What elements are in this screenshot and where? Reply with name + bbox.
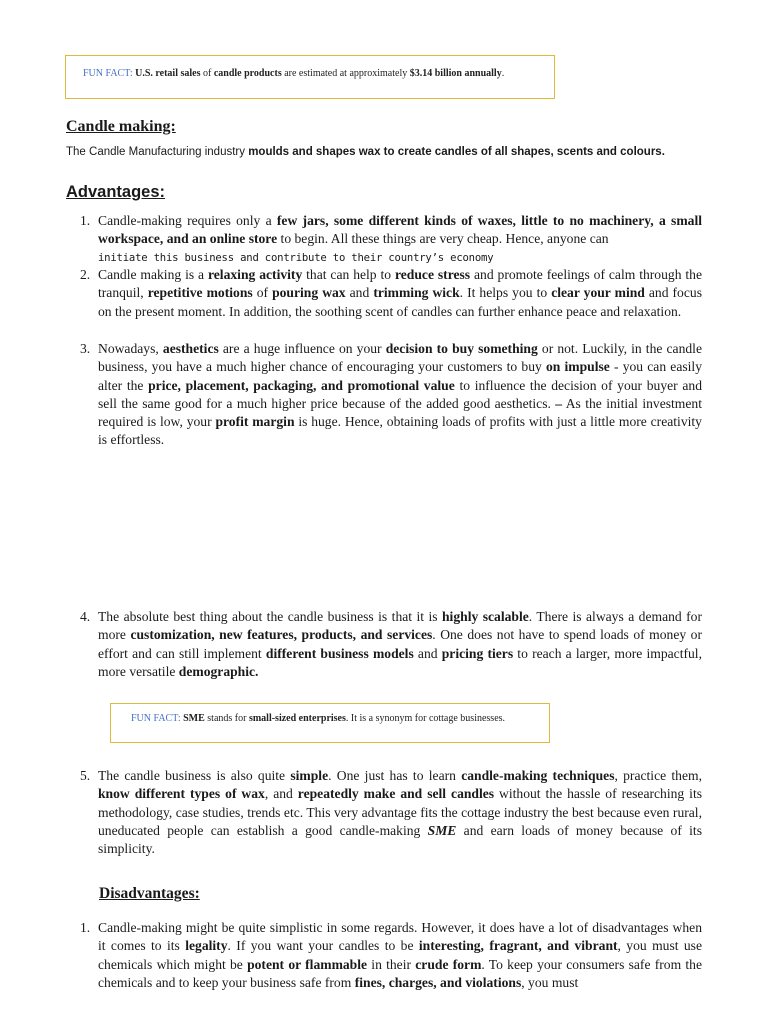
list-number: 1.	[80, 213, 91, 228]
list-item-continuation: initiate this business and contribute to their country’s economy	[98, 251, 494, 264]
list-item: 5. The candle business is also quite simple. One just has to learn candle-making techniques, practice them, know different types of wax, and repeatedly make and sell candles without the hassle of researching its methodology, case studies, trends etc. This very advantage fits the cottage industry the best because even rural, uneducated people can establish a good candle-making SME and earn loads of money because of its simplicity.	[80, 768, 703, 857]
fun-fact-label: FUN FACT:	[131, 713, 181, 724]
list-number: 5.	[80, 768, 91, 783]
section-heading-candle-making: Candle making:	[66, 118, 176, 135]
list-number: 4.	[80, 609, 91, 624]
list-item: 1. Candle-making requires only a few jars, some different kinds of waxes, little to no machinery, a small workspace, and an online store to begin. All these things are very cheap. Hence, anyone can initiate this business and contribute to their country’s economy	[80, 212, 702, 267]
intro-paragraph: The Candle Manufacturing industry moulds and shapes wax to create candles of all shapes, scents and colours.	[66, 146, 665, 158]
list-item: 3. Nowadays, aesthetics are a huge influence on your decision to buy something or not. Luckily, in the candle business, you have a much higher chance of encouraging your customers to buy on impulse - you can easily alter the price, placement, packaging, and promotional value to influence the decision of your buyer and sell the same good for a much higher price because of the added good aesthetics. – As the initial investment required is low, your profit margin is huge. Hence, obtaining loads of profits with just a little more creativity is effortless.	[80, 341, 703, 448]
section-heading-disadvantages: Disadvantages:	[99, 885, 200, 902]
list-item: 2. Candle making is a relaxing activity that can help to reduce stress and promote feelings of calm through the tranquil, repetitive motions of pouring wax and trimming wick. It helps you to clear your mind and focus on the present moment. In addition, the soothing scent of candles can further enhance peace and relaxation.	[80, 267, 702, 319]
list-number: 2.	[80, 267, 91, 282]
list-item: 1. Candle-making might be quite simplistic in some regards. However, it does have a lot of disadvantages when it comes to its legality. If you want your candles to be interesting, fragrant, and vibrant, you must use chemicals which might be potent or flammable in their crude form. To keep your consumers safe from the chemicals and to keep your business safe from fines, charges, and violations, you must	[80, 920, 703, 990]
list-number: 1.	[80, 920, 91, 935]
list-number: 3.	[80, 341, 91, 356]
list-item: 4. The absolute best thing about the candle business is that it is highly scalable. There is always a demand for more customization, new features, products, and services. One does not have to spend loads of money or effort and can still implement different business models and pricing tiers to reach a larger, more impactful, more versatile demographic.	[80, 609, 703, 679]
fun-fact-box	[110, 703, 550, 743]
fun-fact-box	[65, 55, 555, 99]
section-heading-advantages: Advantages:	[66, 183, 166, 201]
fun-fact-text: FUN FACT: SME stands for small-sized enterprises. It is a synonym for cottage businesses.	[131, 713, 506, 724]
fun-fact-label: FUN FACT:	[83, 68, 133, 79]
fun-fact-text: FUN FACT: U.S. retail sales of candle products are estimated at approximately $3.14 billion annually.	[83, 68, 505, 79]
